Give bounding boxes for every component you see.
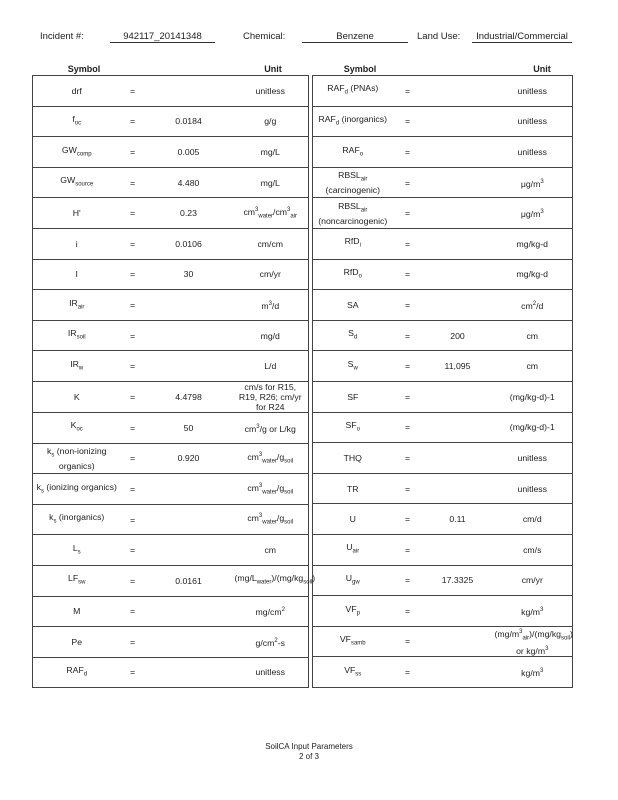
left-param-row (33, 76, 309, 107)
param-unit: (mg/kg-d)-1 (493, 412, 573, 443)
param-value (423, 626, 493, 657)
equals-sign: = (393, 106, 423, 137)
param-value: 4.480 (145, 167, 233, 198)
param-unit: $cm^3_{water}/g_{soil}$ (233, 474, 309, 505)
right-param-row (313, 565, 573, 596)
param-value: 11,095 (423, 351, 493, 382)
equals-sign: = (393, 381, 423, 412)
param-unit: $g/cm^2-s$ (233, 627, 309, 658)
param-value (423, 381, 493, 412)
param-value (423, 228, 493, 259)
param-symbol: I (33, 259, 121, 290)
right-param-row (313, 504, 573, 535)
left-parameter-table (32, 75, 316, 688)
equals-sign: = (393, 351, 423, 382)
param-value (423, 443, 493, 474)
equals-sign: = (121, 76, 145, 107)
equals-sign: = (121, 596, 145, 627)
right-param-row (313, 167, 573, 198)
right-param-row (313, 596, 573, 627)
param-symbol: $SF_o$ (313, 412, 393, 443)
param-symbol: THQ (313, 443, 393, 474)
param-value (423, 657, 493, 688)
param-symbol: $K_{oc}$ (33, 412, 121, 443)
param-symbol: drf (33, 76, 121, 107)
param-unit: mg/d (233, 320, 309, 351)
param-symbol: $L_s$ (33, 535, 121, 566)
footer-page-number: 2 of 3 (298, 752, 319, 761)
param-symbol: $k_s$ (non-ionizing organics) (33, 443, 121, 474)
param-unit: $mg/cm^2$ (233, 596, 309, 627)
param-unit: $kg/m^3$ (493, 657, 573, 688)
param-unit: unitless (493, 106, 573, 137)
param-symbol: $RAF_d$ (inorganics) (313, 106, 393, 137)
chemical-label: Chemical: (243, 31, 286, 42)
param-unit: $cm^3_{water}/g_{soil}$ (233, 443, 309, 474)
right-param-row (313, 657, 573, 688)
left-param-row (33, 137, 309, 168)
param-value: 0.0184 (145, 106, 233, 137)
param-unit: (mg/kg-d)-1 (493, 381, 573, 412)
param-value (423, 137, 493, 168)
param-value (423, 167, 493, 198)
param-value (145, 535, 233, 566)
param-unit: cm/s for R15, R19, R26; cm/yr for R24 (233, 381, 309, 412)
param-unit: mg/kg-d (493, 259, 573, 290)
left-unit-title: Unit (264, 64, 282, 74)
param-value: 0.11 (423, 504, 493, 535)
equals-sign: = (121, 443, 145, 474)
left-param-row (33, 474, 309, 505)
param-value (423, 534, 493, 565)
incident-value: 942117_20141348 (110, 31, 215, 43)
equals-sign: = (393, 412, 423, 443)
param-unit: $(mg/L_{water})/(mg/kg_{soil})$ (233, 565, 309, 596)
param-value (145, 596, 233, 627)
incident-header (40, 31, 575, 45)
right-symbol-title: Symbol (343, 64, 377, 74)
param-unit: $cm^3/g$ or L/kg (233, 412, 309, 443)
left-param-row (33, 596, 309, 627)
equals-sign: = (393, 596, 423, 627)
param-unit: cm (493, 351, 573, 382)
right-parameter-table (312, 75, 573, 688)
left-param-row (33, 657, 309, 688)
param-symbol: $IR_{air}$ (33, 290, 121, 321)
param-symbol: $IR_w$ (33, 351, 121, 382)
right-param-row (313, 198, 573, 229)
right-param-row (313, 76, 573, 107)
right-param-row (313, 106, 573, 137)
param-symbol: $VF_p$ (313, 596, 393, 627)
equals-sign: = (393, 228, 423, 259)
equals-sign: = (121, 412, 145, 443)
left-param-row (33, 443, 309, 474)
param-value: 30 (145, 259, 233, 290)
param-symbol: H' (33, 198, 121, 229)
param-value: 0.0161 (145, 565, 233, 596)
param-value: 50 (145, 412, 233, 443)
equals-sign: = (393, 259, 423, 290)
param-unit: $m^3/d$ (233, 290, 309, 321)
equals-sign: = (121, 504, 145, 535)
param-value (423, 412, 493, 443)
equals-sign: = (121, 290, 145, 321)
param-value: 4.4798 (145, 381, 233, 412)
param-value: 0.920 (145, 443, 233, 474)
param-value (423, 106, 493, 137)
equals-sign: = (121, 627, 145, 658)
param-value (145, 504, 233, 535)
left-param-row (33, 228, 309, 259)
param-symbol: Pe (33, 627, 121, 658)
param-value (145, 657, 233, 688)
left-param-row (33, 504, 309, 535)
param-unit: cm (233, 535, 309, 566)
landuse-value: Industrial/Commercial (472, 31, 572, 43)
right-unit-title: Unit (533, 64, 551, 74)
left-param-row (33, 351, 309, 382)
param-value (423, 198, 493, 229)
param-value (145, 351, 233, 382)
param-symbol: SA (313, 290, 393, 321)
right-param-row (313, 534, 573, 565)
left-param-row (33, 259, 309, 290)
left-param-row (33, 290, 309, 321)
right-param-row (313, 290, 573, 321)
param-symbol: $k_s$ (ionizing organics) (33, 474, 121, 505)
param-symbol: $GW_{source}$ (33, 167, 121, 198)
param-symbol: M (33, 596, 121, 627)
param-unit: $cm^3_{water}/g_{soil}$ (233, 504, 309, 535)
param-unit: unitless (493, 473, 573, 504)
equals-sign: = (393, 534, 423, 565)
param-value: 200 (423, 320, 493, 351)
left-param-row (33, 381, 309, 412)
param-value: 17.3325 (423, 565, 493, 596)
right-param-row (313, 473, 573, 504)
equals-sign: = (393, 504, 423, 535)
chemical-value: Benzene (302, 31, 408, 43)
param-unit: unitless (233, 76, 309, 107)
param-value (145, 627, 233, 658)
equals-sign: = (121, 657, 145, 688)
param-unit: cm/yr (493, 565, 573, 596)
param-symbol: TR (313, 473, 393, 504)
param-symbol: $RAF_o$ (313, 137, 393, 168)
equals-sign: = (393, 565, 423, 596)
param-symbol: $U_{gw}$ (313, 565, 393, 596)
equals-sign: = (393, 167, 423, 198)
param-symbol: SF (313, 381, 393, 412)
equals-sign: = (121, 381, 145, 412)
param-symbol: RfD$_i$ (313, 228, 393, 259)
param-unit: cm/cm (233, 228, 309, 259)
right-param-row (313, 381, 573, 412)
equals-sign: = (121, 198, 145, 229)
right-param-row (313, 137, 573, 168)
param-symbol: $S_d$ (313, 320, 393, 351)
equals-sign: = (121, 565, 145, 596)
param-unit: mg/L (233, 167, 309, 198)
param-value (423, 596, 493, 627)
right-param-row (313, 259, 573, 290)
param-unit: $\mu g/m^3$ (493, 198, 573, 229)
equals-sign: = (121, 167, 145, 198)
equals-sign: = (393, 626, 423, 657)
param-value (145, 474, 233, 505)
equals-sign: = (393, 76, 423, 107)
param-unit: cm/s (493, 534, 573, 565)
param-unit: L/d (233, 351, 309, 382)
left-param-row (33, 565, 309, 596)
param-value (145, 76, 233, 107)
param-unit: mg/L (233, 137, 309, 168)
param-unit: mg/kg-d (493, 228, 573, 259)
param-value: 0.23 (145, 198, 233, 229)
equals-sign: = (121, 228, 145, 259)
param-unit: $(mg/m^3_{air})/(mg/kg_{soil})$ or $kg/m^3$ (493, 626, 573, 657)
param-symbol: $RAF_d$ (33, 657, 121, 688)
equals-sign: = (121, 320, 145, 351)
param-unit: unitless (493, 137, 573, 168)
param-symbol: RfD$_o$ (313, 259, 393, 290)
equals-sign: = (393, 290, 423, 321)
param-value (423, 473, 493, 504)
param-symbol: $LF_{sw}$ (33, 565, 121, 596)
right-param-row (313, 351, 573, 382)
param-unit: cm (493, 320, 573, 351)
equals-sign: = (121, 106, 145, 137)
param-unit: unitless (233, 657, 309, 688)
param-symbol: $RAF_d$ (PNAs) (313, 76, 393, 107)
param-symbol: $VF_{samb}$ (313, 626, 393, 657)
param-symbol: $RBSL_{air}$ (carcinogenic) (313, 167, 393, 198)
param-unit: $kg/m^3$ (493, 596, 573, 627)
right-param-row (313, 412, 573, 443)
equals-sign: = (393, 473, 423, 504)
equals-sign: = (393, 137, 423, 168)
param-unit: unitless (493, 443, 573, 474)
left-param-row (33, 627, 309, 658)
right-param-row (313, 626, 573, 657)
param-symbol: $IR_{soil}$ (33, 320, 121, 351)
param-value (423, 290, 493, 321)
param-value (423, 76, 493, 107)
right-param-row (313, 320, 573, 351)
param-symbol: $S_w$ (313, 351, 393, 382)
landuse-label: Land Use: (417, 31, 461, 42)
right-param-row (313, 228, 573, 259)
param-symbol: K (33, 381, 121, 412)
param-unit: cm/d (493, 504, 573, 535)
param-unit: unitless (493, 76, 573, 107)
param-symbol: i (33, 228, 121, 259)
param-value (145, 290, 233, 321)
left-param-row (33, 320, 309, 351)
equals-sign: = (121, 137, 145, 168)
footer-title: SoilCA Input Parameters (265, 742, 353, 751)
equals-sign: = (121, 351, 145, 382)
page-footer (0, 742, 618, 762)
left-param-row (33, 535, 309, 566)
incident-label: Incident #: (40, 31, 84, 42)
left-param-row (33, 167, 309, 198)
left-param-row (33, 106, 309, 137)
right-param-row (313, 443, 573, 474)
param-symbol: $k_s$ (inorganics) (33, 504, 121, 535)
param-unit: $\mu g/m^3$ (493, 167, 573, 198)
equals-sign: = (393, 657, 423, 688)
param-unit: cm/yr (233, 259, 309, 290)
param-unit: g/g (233, 106, 309, 137)
left-symbol-title: Symbol (67, 64, 101, 74)
equals-sign: = (121, 259, 145, 290)
param-value: 0.0106 (145, 228, 233, 259)
param-symbol: U (313, 504, 393, 535)
param-unit: $cm^2/d$ (493, 290, 573, 321)
equals-sign: = (393, 443, 423, 474)
param-symbol: $VF_{ss}$ (313, 657, 393, 688)
param-value (423, 259, 493, 290)
param-value (145, 320, 233, 351)
equals-sign: = (121, 474, 145, 505)
param-value: 0.005 (145, 137, 233, 168)
equals-sign: = (393, 320, 423, 351)
equals-sign: = (121, 535, 145, 566)
param-symbol: $RBSL_{air}$ (noncarcinogenic) (313, 198, 393, 229)
param-symbol: $f_{oc}$ (33, 106, 121, 137)
left-param-row (33, 412, 309, 443)
left-param-row (33, 198, 309, 229)
param-unit: $cm^3_{water}/cm^3_{air}$ (233, 198, 309, 229)
param-symbol: $U_{air}$ (313, 534, 393, 565)
param-symbol: $GW_{comp}$ (33, 137, 121, 168)
equals-sign: = (393, 198, 423, 229)
